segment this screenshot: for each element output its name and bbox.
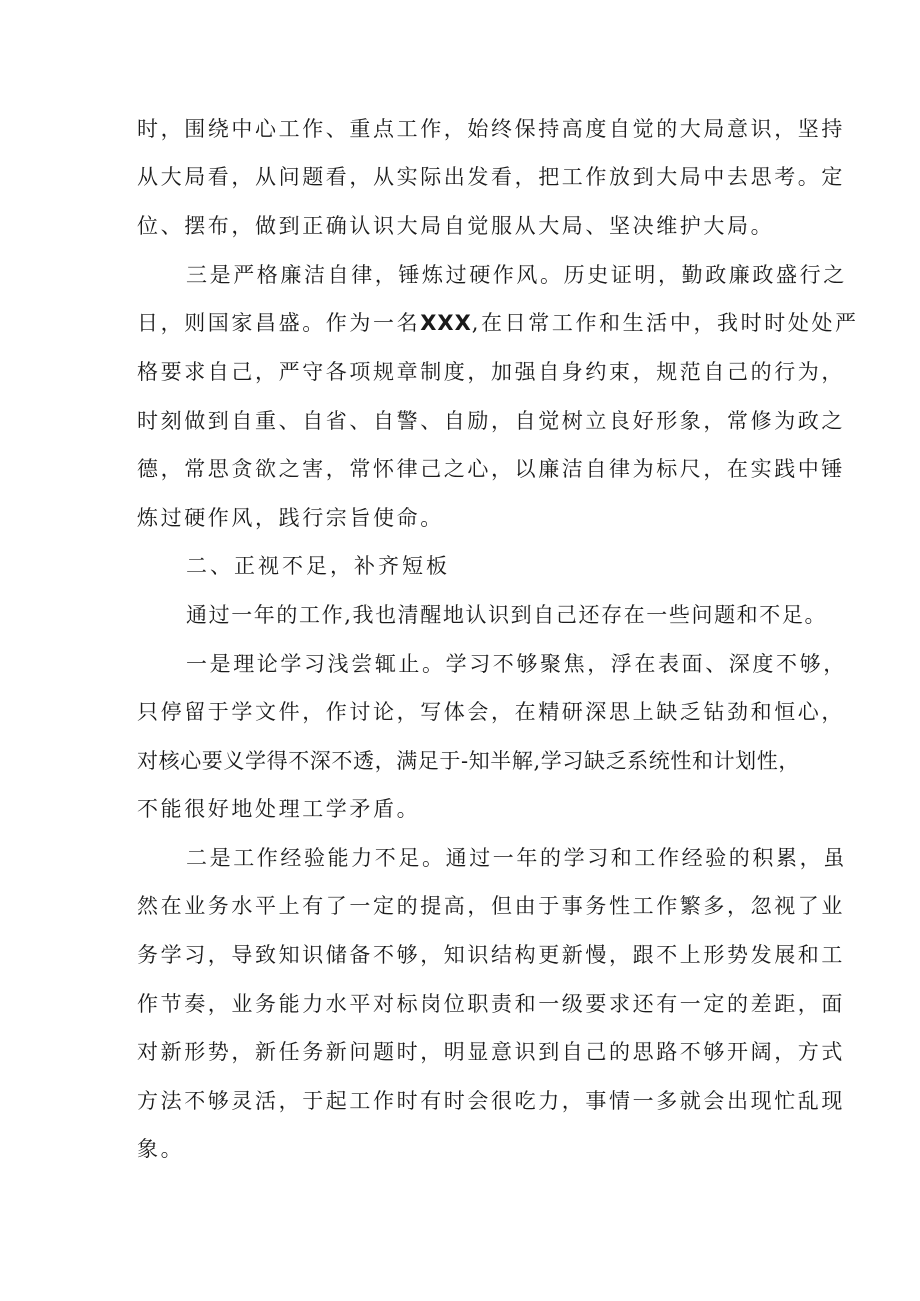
text-line: 然在业务水平上有了一定的提高，但由于事务性工作繁多，忽视了业 (137, 894, 845, 918)
text-line (137, 309, 859, 337)
text-line: 一是理论学习浅尝辄止。学习不够聚焦，浮在表面、深度不够， (186, 652, 847, 676)
text-line: 二是工作经验能力不足。通过一年的学习和工作经验的积累，虽 (186, 846, 847, 870)
text-line: 位、摆布，做到正确认识大局自觉服从大局、坚决维护大局。 (137, 214, 775, 238)
text-segment: ,在日常工作和生活中，我时时处处严 (471, 311, 859, 335)
text-line: 不能很好地处理工学矛盾。 (137, 797, 421, 821)
text-line: 对新形势，新任务新问题时，明显意识到自己的思路不够开阔，方式 (137, 1040, 845, 1064)
text-line: 格要求自己，严守各项规章制度，加强自身约束，规范自己的行为， (137, 360, 845, 384)
section-heading: 二、正视不足，补齐短板 (186, 554, 450, 578)
text-line: 象。 (137, 1137, 185, 1161)
text-line: 通过一年的工作,我也清醒地认识到自己还存在一些问题和不足。 (186, 603, 828, 627)
text-line: 务学习，导致知识储备不够，知识结构更新慢，跟不上形势发展和工 (137, 943, 845, 967)
text-line: 德，常思贪欲之害，常怀律己之心，以廉洁自律为标尺，在实践中锤 (137, 457, 845, 481)
placeholder-name: XXX (420, 311, 472, 335)
text-line: 方法不够灵活，于起工作时有时会很吃力，事情一多就会出现忙乱现 (137, 1089, 845, 1113)
text-line: 炼过硬作风，践行宗旨使命。 (137, 506, 444, 530)
text-line: 作节奏，业务能力水平对标岗位职责和一级要求还有一定的差距，面 (137, 992, 845, 1016)
text-line: 时刻做到自重、自省、自警、自励，自觉树立良好形象，常修为政之 (137, 409, 845, 433)
text-line: 时，围绕中心工作、重点工作，始终保持高度自觉的大局意识，坚持 (137, 117, 845, 141)
text-line: 对核心要义学得不深不透，满足于-知半解,学习缺乏系统性和计划性， (137, 749, 800, 773)
text-line: 只停留于学文件，作讨论，写体会，在精研深思上缺乏钻劲和恒心， (137, 700, 845, 724)
text-segment: 日，则国家昌盛。作为一名 (137, 311, 421, 335)
text-line: 三是严格廉洁自律，锤炼过硬作风。历史证明，勤政廉政盛行之 (186, 263, 847, 287)
text-line: 从大局看，从问题看，从实际出发看，把工作放到大局中去思考。定 (137, 165, 845, 189)
